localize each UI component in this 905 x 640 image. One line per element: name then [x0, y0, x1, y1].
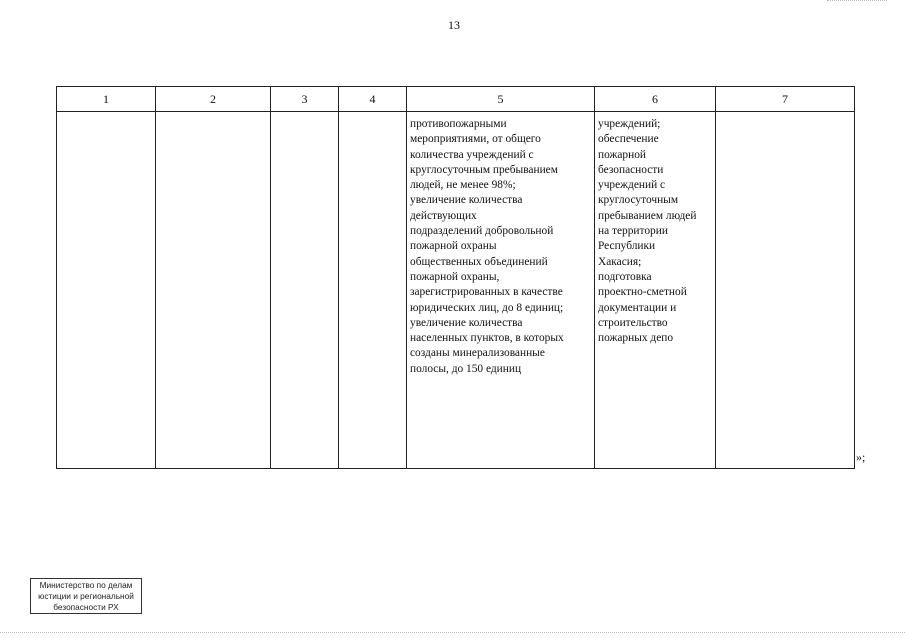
stamp-line: юстиции и региональной: [38, 591, 134, 601]
text-line: пожарной охраны: [410, 240, 497, 253]
text-line: увеличение количества: [410, 316, 523, 329]
text-line: круглосуточным: [598, 194, 679, 207]
text-line: мероприятиями, от общего: [410, 133, 541, 146]
text-line: людей, не менее 98%;: [410, 179, 516, 192]
stamp-line: безопасности РХ: [53, 602, 119, 612]
scan-edge-mark: [827, 0, 887, 2]
text-line: населенных пунктов, в которых: [410, 332, 564, 345]
text-line: учреждений;: [598, 118, 661, 130]
text-line: увеличение количества: [410, 194, 523, 207]
text-line: действующих: [410, 209, 477, 222]
text-line: противопожарными: [410, 118, 507, 130]
text-line: зарегистрированных в качестве: [410, 286, 563, 299]
text-line: общественных объединений: [410, 255, 548, 268]
column-header-4: 4: [339, 87, 407, 112]
column-header-3: 3: [271, 87, 339, 112]
scan-bottom-edge: [0, 632, 905, 634]
column-header-5: 5: [407, 87, 595, 112]
ministry-stamp: [30, 578, 142, 614]
cell-col-2: [156, 112, 271, 469]
text-line: Хакасия;: [598, 255, 642, 268]
text-line: пожарных депо: [598, 332, 674, 345]
text-line: пребыванием людей: [598, 209, 697, 222]
text-line: количества учреждений с: [410, 148, 534, 161]
text-line: проектно-сметной: [598, 286, 687, 299]
text-line: строительство: [598, 316, 668, 329]
text-line: пожарной: [598, 148, 647, 161]
text-line: документации и: [598, 301, 677, 314]
cell-col-1: [57, 112, 156, 469]
indicators-text: [407, 112, 594, 377]
page-number: 13: [448, 18, 460, 32]
text-line: безопасности: [598, 163, 664, 176]
text-line: на территории: [598, 225, 668, 238]
column-header-6: 6: [595, 87, 716, 112]
table-row: [57, 112, 855, 469]
column-header-7: 7: [716, 87, 855, 112]
program-table: [56, 86, 855, 469]
cell-col-7: [716, 112, 855, 469]
text-line: полосы, до 150 единиц: [410, 362, 522, 375]
text-line: подготовка: [598, 270, 652, 283]
text-line: пожарной охраны,: [410, 270, 500, 283]
text-line: Республики: [598, 240, 656, 253]
table-header-row: [57, 87, 855, 112]
column-header-1: 1: [57, 87, 156, 112]
text-line: обеспечение: [598, 133, 659, 146]
text-line: юридических лиц, до 8 единиц;: [410, 301, 564, 314]
measures-text: [595, 112, 715, 346]
text-line: созданы минерализованные: [410, 347, 545, 360]
closing-quote-mark: »;: [856, 450, 866, 464]
cell-col-5: [407, 112, 595, 469]
text-line: учреждений с: [598, 179, 666, 192]
cell-col-4: [339, 112, 407, 469]
column-header-2: 2: [156, 87, 271, 112]
cell-col-3: [271, 112, 339, 469]
cell-col-6: [595, 112, 716, 469]
text-line: подразделений добровольной: [410, 225, 554, 238]
stamp-line: Министерство по делам: [39, 580, 133, 590]
text-line: круглосуточным пребыванием: [410, 163, 558, 176]
